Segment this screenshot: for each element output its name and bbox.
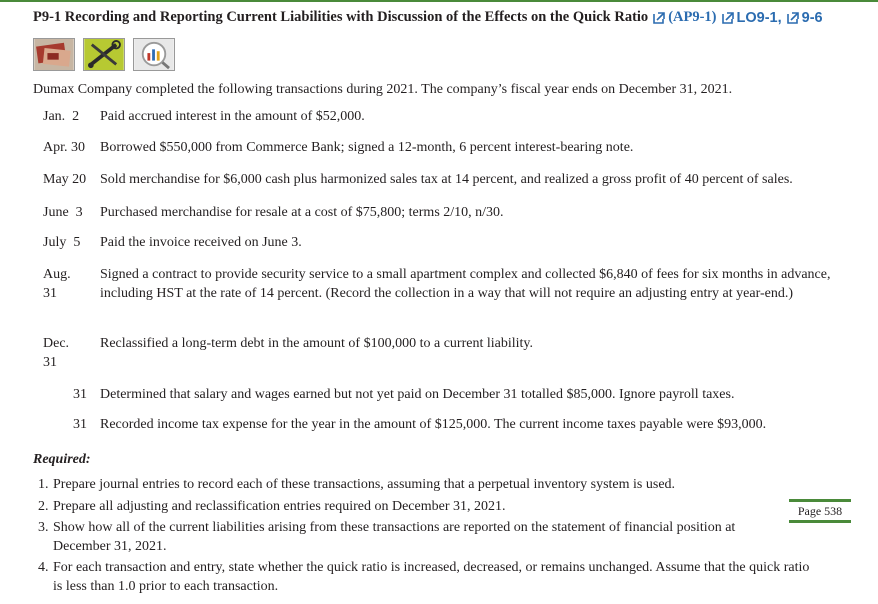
transaction-date-month: Aug. <box>43 267 71 282</box>
required-item-text-line1: Show how all of the current liabilities arising from these transactions are reported on the statement of financial position at <box>53 520 736 535</box>
transaction-date-month: Dec. <box>43 336 70 351</box>
problem-title: P9-1 Recording and Reporting Current Liabilities with Discussion of the Effects on the Quick Ratio <box>33 9 649 25</box>
transaction-date: 31 <box>73 387 87 402</box>
required-item-text: Prepare all adjusting and reclassification entries required on December 31, 2021. <box>53 499 506 514</box>
currency-notes-icon <box>33 38 75 71</box>
transaction-date-day: 31 <box>43 286 57 301</box>
transaction-description: Paid the invoice received on June 3. <box>100 235 302 250</box>
required-item-number: 4. <box>38 560 49 575</box>
transaction-description: Sold merchandise for $6,000 cash plus harmonized sales tax at 14 percent, and realized a gross profit of 40 percent of sales. <box>100 172 793 187</box>
transaction-date: Jan. 2 <box>43 109 80 124</box>
lo-reference-link-1[interactable]: LO9-1, <box>736 9 782 26</box>
top-rule <box>0 0 878 2</box>
required-item-text-line2: is less than 1.0 prior to each transaction. <box>53 579 279 594</box>
transaction-description: Signed a contract to provide security service to a small apartment complex and collected $6,840 of fees for six months in advance, including HST at the rate of 14 percent. (Record the collection in a way that will not require an adjusting entry at year-end.) <box>100 267 831 301</box>
external-link-icon[interactable] <box>785 10 801 26</box>
analytics-chart-icon <box>133 38 175 71</box>
intro-text: Dumax Company completed the following transactions during 2021. The company’s fiscal year ends on December 31, 2021. <box>33 82 733 97</box>
tools-icon <box>83 38 125 71</box>
transaction-date-day: 31 <box>43 355 57 370</box>
transaction-date: June 3 <box>43 205 83 220</box>
ap-reference-link[interactable]: (AP9-1) <box>668 9 717 25</box>
required-item-text-line1: For each transaction and entry, state whether the quick ratio is increased, decreased, or remains unchanged. Assume that the quick ratio <box>53 560 810 575</box>
problem-title-line <box>33 9 823 26</box>
transaction-description: Recorded income tax expense for the year in the amount of $125,000. The current income taxes payable were $93,000. <box>100 417 767 432</box>
required-item-text-line2: December 31, 2021. <box>53 539 167 554</box>
transaction-description: Purchased merchandise for resale at a cost of $75,800; terms 2/10, n/30. <box>100 205 504 220</box>
transaction-description: Determined that salary and wages earned but not yet paid on December 31 totalled $85,000. Ignore payroll taxes. <box>100 387 735 402</box>
page-number-label: Page 538 <box>789 499 851 523</box>
topic-icons <box>33 38 175 71</box>
required-item-number: 3. <box>38 520 49 535</box>
transaction-description: Borrowed $550,000 from Commerce Bank; signed a 12-month, 6 percent interest-bearing note. <box>100 140 634 155</box>
transaction-description: Reclassified a long-term debt in the amount of $100,000 to a current liability. <box>100 336 533 351</box>
external-link-icon[interactable] <box>651 10 667 26</box>
transaction-date: Apr. 30 <box>43 140 85 155</box>
transaction-date: May 20 <box>43 172 87 187</box>
required-item-number: 2. <box>38 499 49 514</box>
required-item-text: Prepare journal entries to record each of these transactions, assuming that a perpetual inventory system is used. <box>53 477 676 492</box>
transaction-description: Paid accrued interest in the amount of $52,000. <box>100 109 365 124</box>
required-item-number: 1. <box>38 477 49 492</box>
transaction-date: July 5 <box>43 235 81 250</box>
lo-reference-link-2[interactable]: 9-6 <box>801 9 823 26</box>
transaction-date: 31 <box>73 417 87 432</box>
required-heading: Required: <box>33 452 91 467</box>
external-link-icon[interactable] <box>720 10 736 26</box>
